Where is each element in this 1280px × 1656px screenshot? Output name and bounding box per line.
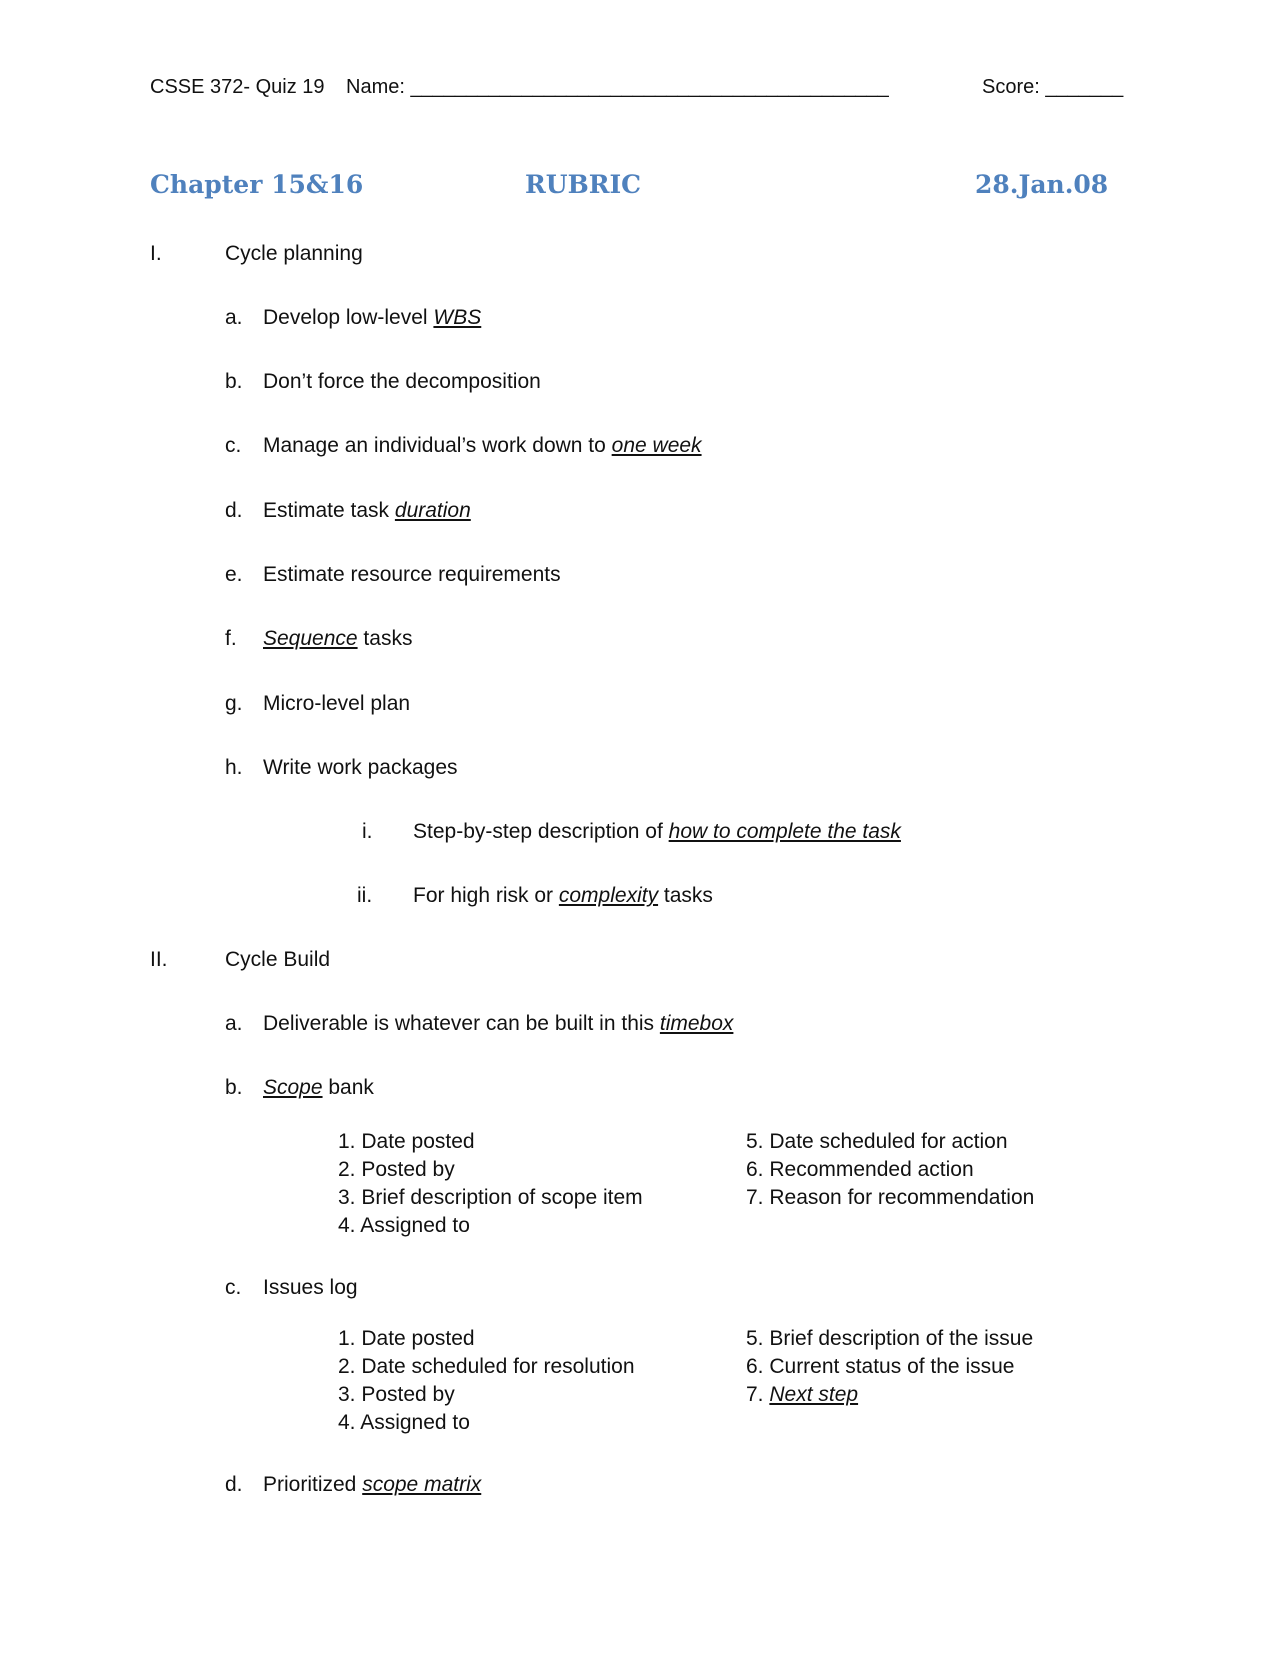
- list-item: 6. Recommended action: [746, 1158, 974, 1181]
- emphasis: duration: [394, 499, 471, 522]
- date-title: 28.Jan.08: [975, 170, 1109, 199]
- section-numeral: II.: [150, 948, 168, 971]
- list-item: 3. Brief description of scope item: [338, 1186, 643, 1209]
- score-field: Score: _______: [982, 76, 1124, 98]
- list-item: 3. Posted by: [338, 1383, 455, 1406]
- sublist-item: For high risk or complexity tasks: [413, 884, 713, 907]
- list-item: 7. Reason for recommendation: [746, 1186, 1035, 1209]
- list-item: Micro-level plan: [263, 692, 411, 715]
- emphasis: Sequence: [263, 627, 358, 650]
- list-item: 1. Date posted: [338, 1327, 475, 1350]
- list-marker: g.: [225, 692, 243, 715]
- issues-list-left: [338, 1325, 635, 1437]
- list-item: 2. Posted by: [338, 1158, 455, 1181]
- emphasis: Scope: [263, 1076, 323, 1099]
- sublist-item: Step-by-step description of how to complete the task: [413, 820, 901, 843]
- list-item: Sequence tasks: [263, 627, 413, 650]
- sublist-marker: i.: [362, 820, 373, 843]
- emphasis: timebox: [659, 1012, 734, 1035]
- section-title: Cycle Build: [225, 948, 331, 971]
- list-item: 5. Date scheduled for action: [746, 1130, 1008, 1153]
- list-item: 7. Next step: [746, 1383, 859, 1406]
- emphasis: one week: [611, 434, 702, 457]
- list-item: 4. Assigned to: [338, 1214, 470, 1237]
- list-item: 5. Brief description of the issue: [746, 1327, 1034, 1350]
- list-item: Prioritized scope matrix: [263, 1473, 482, 1496]
- section-title: Cycle planning: [225, 242, 363, 265]
- list-marker: c.: [225, 1276, 242, 1299]
- emphasis: WBS: [433, 306, 482, 329]
- emphasis: Next step: [769, 1383, 859, 1406]
- course-label: CSSE 372- Quiz 19: [150, 76, 325, 98]
- list-marker: d.: [225, 499, 243, 522]
- list-item: Don’t force the decomposition: [263, 370, 541, 393]
- list-marker: e.: [225, 563, 243, 586]
- emphasis: how to complete the task: [668, 820, 901, 843]
- list-item: Deliverable is whatever can be built in this timebox: [263, 1012, 734, 1035]
- list-marker: d.: [225, 1473, 243, 1496]
- list-item: Issues log: [263, 1276, 358, 1299]
- list-item: 4. Assigned to: [338, 1411, 470, 1434]
- emphasis: complexity: [558, 884, 659, 907]
- list-item: Estimate task duration: [263, 499, 471, 522]
- list-marker: h.: [225, 756, 243, 779]
- list-marker: b.: [225, 370, 243, 393]
- list-item: Scope bank: [263, 1076, 374, 1099]
- name-field: Name: ___________________________________________: [346, 76, 889, 98]
- list-marker: a.: [225, 306, 243, 329]
- section-numeral: I.: [150, 242, 162, 265]
- list-marker: b.: [225, 1076, 243, 1099]
- sublist-marker: ii.: [357, 884, 373, 907]
- scope-list-right: [746, 1128, 1034, 1212]
- list-item: Estimate resource requirements: [263, 563, 561, 586]
- issues-list-right: [746, 1325, 1033, 1409]
- list-item: Develop low-level WBS: [263, 306, 482, 329]
- scope-list-left: [338, 1128, 643, 1240]
- list-marker: f.: [225, 627, 237, 650]
- chapter-title: Chapter 15&16: [150, 170, 364, 199]
- emphasis: scope matrix: [362, 1473, 482, 1496]
- rubric-title: RUBRIC: [525, 170, 642, 199]
- list-item: 1. Date posted: [338, 1130, 475, 1153]
- list-marker: c.: [225, 434, 242, 457]
- list-item: 2. Date scheduled for resolution: [338, 1355, 635, 1378]
- list-marker: a.: [225, 1012, 243, 1035]
- list-item: Manage an individual’s work down to one week: [263, 434, 702, 457]
- list-item: 6. Current status of the issue: [746, 1355, 1015, 1378]
- list-item: Write work packages: [263, 756, 458, 779]
